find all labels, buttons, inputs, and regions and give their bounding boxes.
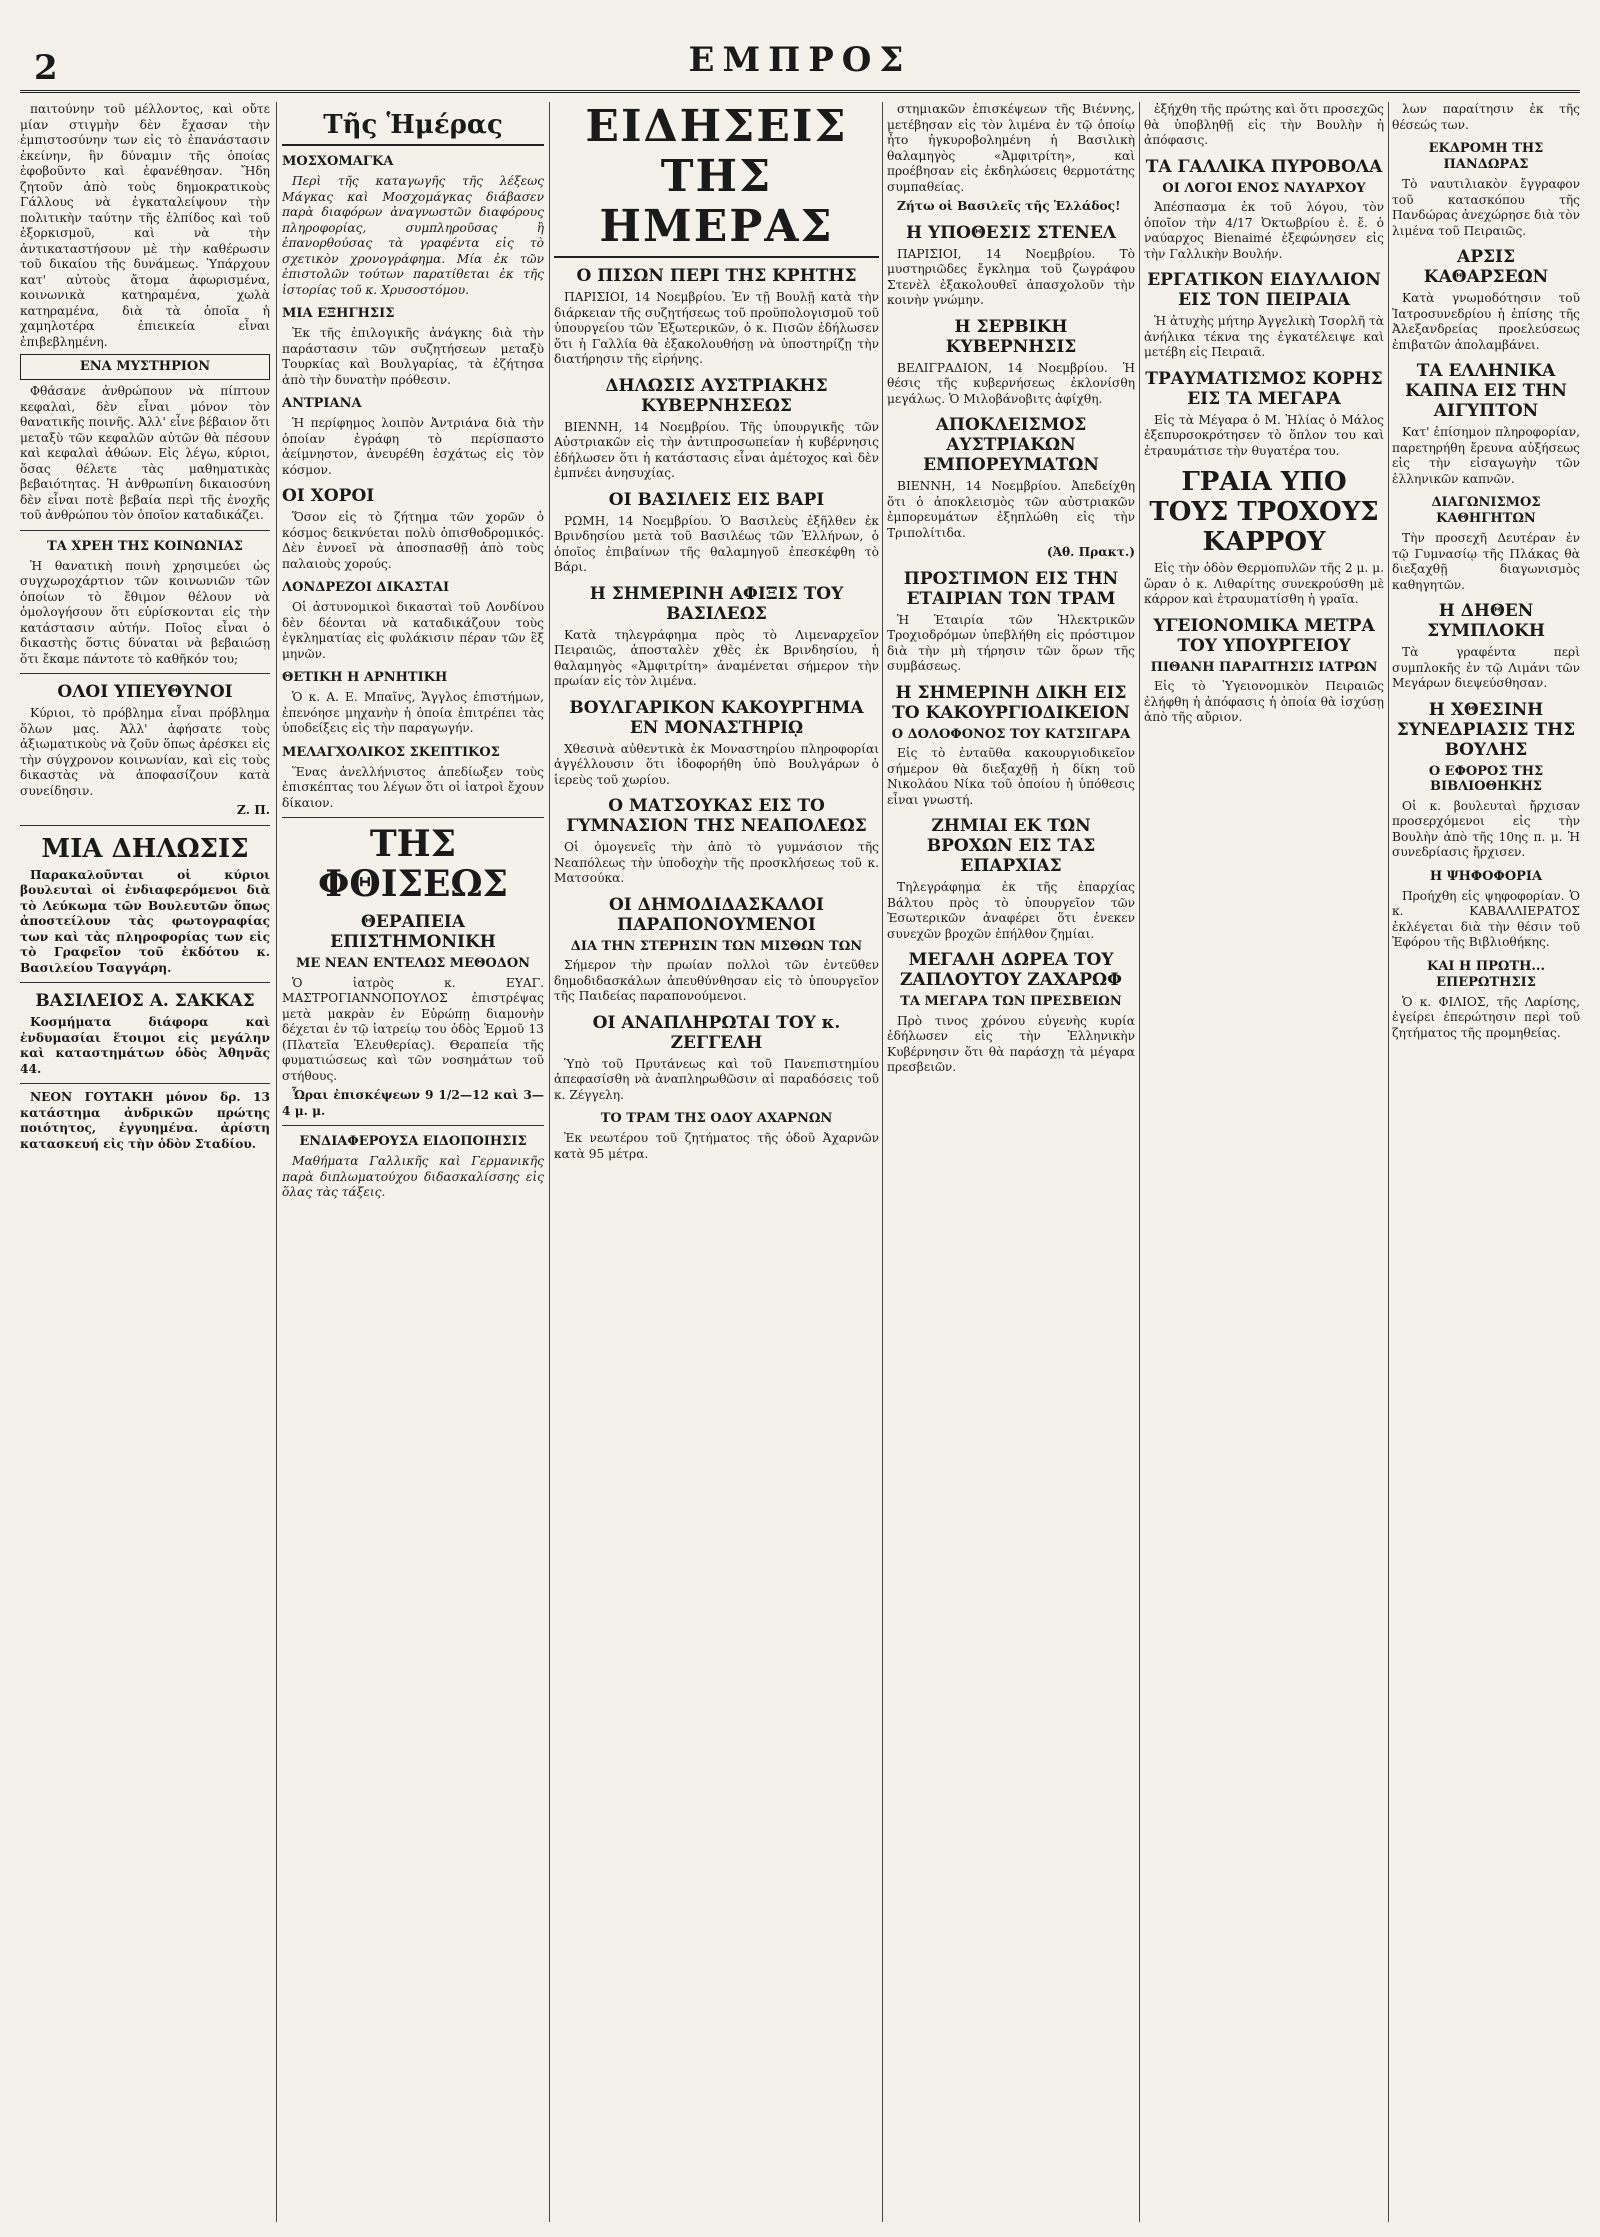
item-text: Ἕνας ἀνελλήνιστος ἀπεδίωξεν τοὺς ἐπισκέπτας του λέγων ὅτι οἱ ἰατροὶ ἔχουν δίκαιον.: [282, 764, 544, 810]
article-text: στημιακῶν ἐπισκέψεων τῆς Βιέννης, μετέβησαν εἰς τὸν λιμένα ἐν τῷ ὁποίῳ ἦτο ἠγκυροβολημένη ἡ Βασιλικὴ θαλαμηγὸς «Ἀμφιτρίτη», καὶ προέβησαν εἰς ἐκδηλώσεις θερμοτάτης συμπαθείας.: [887, 102, 1135, 194]
column-2: [282, 102, 544, 2222]
article-text: Εἰς τὸ ἐνταῦθα κακουργιοδικεῖον σήμερον θὰ διεξαχθῇ ἡ δίκη τοῦ Νικολάου Νίκα τοῦ ὁποίου ἡ ὑπόθεσις εἶναι γνωστή.: [887, 746, 1135, 807]
ad-text: Κοσμήματα διάφορα καὶ ἐνδυμασίαι ἕτοιμοι εἰς μεγάλην καὶ καταστημάτων ὁδὸς Ἀθηνᾶς 44.: [20, 1015, 270, 1076]
article-signature: (Ἀθ. Πρακτ.): [1046, 545, 1135, 559]
cheer-text: Ζήτω οἱ Βασιλεῖς τῆς Ἑλλάδος!: [897, 199, 1121, 213]
article-subheadline: ΔΙΑ ΤΗΝ ΣΤΕΡΗΣΙΝ ΤΩΝ ΜΙΣΘΩΝ ΤΩΝ: [570, 938, 863, 954]
paper-name: ΕΜΠΡΟΣ: [688, 40, 912, 80]
article-text: Κατὰ τηλεγράφημα πρὸς τὸ Λιμεναρχεῖον Πειραιῶς, ἀποσταλὲν χθὲς ἐκ Βρινδησίου, ἡ θαλαμηγὸς «Ἀμφιτρίτη» ἀναμένεται σήμερον τὴν πρωίαν εἰς τὸν λιμένα.: [554, 627, 879, 688]
column-rule: [276, 102, 277, 2222]
item-text: Περὶ τῆς καταγωγῆς τῆς λέξεως Μάγκας καὶ Μοσχομάγκας διάβασεν παρὰ διαφόρων ἀναγνωστῶν διαφόρους πληροφορίας, συμπληροῦσας ἢ ἐπανορθούσας τὰ γραφέντα εἰς τὸ σχετικὸν χρονογράφημα. Μία ἐκ τῶν ἐπιστολῶν τούτων παρατίθεται ἐκ τῆς ἱστορίας τοῦ κ. Χρυσοστόμου.: [282, 174, 544, 297]
ad-headline: ΤΗΣ ΦΘΙΣΕΩΣ: [318, 823, 508, 905]
item-headline: ΟΙ ΧΟΡΟΙ: [282, 486, 375, 506]
article-text: Ὑπὸ τοῦ Πρυτάνεως καὶ τοῦ Πανεπιστημίου ἀπεφασίσθη νὰ ἀναπληρωθῶσιν αἱ παραδόσεις τοῦ κ. Ζέγγελη.: [554, 1056, 879, 1102]
article-text: Τὴν προσεχῆ Δευτέραν ἐν τῷ Γυμνασίῳ τῆς Πλάκας θὰ διεξαχθῇ διαγωνισμὸς καθηγητῶν.: [1392, 531, 1580, 592]
item-headline: ΘΕΤΙΚΗ Η ΑΡΝΗΤΙΚΗ: [282, 670, 448, 685]
article-text: παιτούνην τοῦ μέλλοντος, καὶ οὔτε μίαν στιγμὴν δὲν ἔχασαν τὴν ἐμπιστοσύνην των εἰς τὸ ἐπανάστασιν ἐκείνην, ἣν δύναμιν τῆς ὁποίας ἐφοβοῦντο καὶ ἐφανέθησαν. Ἤδη ζητοῦν ἀπὸ τοὺς δημοκρατικοὺς Γάλλους νὰ ἐγκαταλείψουν τὴν πολιτικὴν ταύτην τῆς ἐλπίδος καὶ τοῦ ἐξορκισμοῦ, καὶ νὰ τὴν ἀντικαταστήσουν μὲ τὴν καθέρωσιν τοῦ δικαίου τῆς δυνάμεως. Ὑπάρχουν κατ' αὐτοὺς ἄτομα ἀφωρισμένα, κοινωνικὰ κατηραμένα, χωλὰ κατηραμένα, διὰ τὰ ὁποῖα ἡ χαμηλοτέρα ἐπιεικεία εἶναι ἐπιβεβλημένη.: [20, 102, 270, 349]
article-text: Ὁ κ. ΦΙΛΙΟΣ, τῆς Λαρίσης, ἐγείρει ἐπερώτησιν περὶ τοῦ ζητήματος τῆς προμηθείας.: [1392, 994, 1580, 1040]
article-text: Προήχθη εἰς ψηφοφορίαν. Ὁ κ. ΚΑΒΑΛΛΙΕΡΑΤΟΣ ἐκλέγεται διὰ τὴν θέσιν τοῦ Ἐφόρου τῆς Βιβλιοθήκης.: [1392, 888, 1580, 949]
item-text: Ὅσον εἰς τὸ ζήτημα τῶν χορῶν ὁ κόσμος δεικνύεται πολὺ ὀπισθοδρομικός. Δὲν ἐννοεῖ νὰ ἀποσπασθῇ ἀπὸ τοὺς παλαιοὺς χορούς.: [282, 510, 544, 571]
divider: [20, 530, 270, 531]
article-text: Φθάσανε ἀνθρώπουν νὰ πίπτουν κεφαλαὶ, δὲν εἶναι μόνον τὸν θανατικῆς ποινῆς. Ἀλλ' εἶνε βέβαιον ὅτι μεταξὺ τῶν κεφαλῶν αὐτῶν θὰ πέσουν καὶ κεφαλαὶ ἀθώων. Εἰς λέγω, κύριοι, ὅσας θέλετε τὰς μαθηματικὰς βεβαιότητας. Ἡ ἀνθρωπίνη δικαιοσύνη δὲν εἶναι ποτὲ βεβαία περὶ τῆς ἐνοχῆς τοῦ ἀνθρώπου τὸν ὁποῖον καταδικάζει.: [20, 384, 270, 522]
article-headline: ΔΙΑΓΩΝΙΣΜΟΣ ΚΑΘΗΓΗΤΩΝ: [1431, 495, 1541, 526]
article-headline: Ο ΠΙΣΩΝ ΠΕΡΙ ΤΗΣ ΚΡΗΤΗΣ: [576, 266, 857, 286]
column-5: [1392, 102, 1580, 2222]
item-headline: ΜΙΑ ΕΞΗΓΗΣΙΣ: [282, 306, 395, 321]
article-text: ΒΙΕΝΝΗ, 14 Νοεμβρίου. Ἀπεδείχθη ὅτι ὁ ἀποκλεισμὸς τῶν αὐστριακῶν ἐμπορευμάτων ἐξηπλώθη εἰς τὴν Τριπολίτιδα.: [887, 479, 1135, 540]
item-text: Ἡ περίφημος λοιπὸν Ἀντριάνα διὰ τὴν ὁποίαν ἐγράφη τὸ περίσπαστο ἀείμνηστον, ἀνευρέθη ἐσχάτως εἰς τὸν κόσμον.: [282, 416, 544, 477]
article-text: Ἀπέσπασμα ἐκ τοῦ λόγου, τὸν ὁποῖον τὴν 4/17 Ὀκτωβρίου ἐ. ἔ. ὁ ναύαρχος Bienaimé ἐξεφώνησεν εἰς τὴν Γαλλικὴν Βουλήν.: [1144, 200, 1384, 261]
ad-text: ΝΕΟΝ ΓΟΥΤΑΚΗ μόνον δρ. 13 κατάστημα ἀνδρικῶν πρώτης ποιότητος, ἐγγυημένα. ἀρίστη κατασκευή εἰς τὴν ὁδὸν Σταδίου.: [20, 1090, 270, 1151]
article-signature: Ζ. Π.: [236, 803, 270, 817]
column-rule: [549, 102, 550, 2222]
article-subheadline: ΠΙΘΑΝΗ ΠΑΡΑΙΤΗΣΙΣ ΙΑΤΡΩΝ: [1150, 659, 1378, 675]
column-3: [554, 102, 879, 2222]
article-text: Τὰ γραφέντα περὶ συμπλοκῆς ἐν τῷ Λιμάνι τῶν Μεγάρων διεψεύσθησαν.: [1392, 645, 1580, 690]
column-3b: [887, 102, 1135, 2222]
statement-headline: ΜΙΑ ΔΗΛΩΣΙΣ: [41, 833, 249, 864]
article-headline: ΤΑ ΓΑΛΛΙΚΑ ΠΥΡΟΒΟΛΑ: [1145, 156, 1383, 177]
article-subheadline: Ο ΔΟΛΟΦΟΝΟΣ ΤΟΥ ΚΑΤΣΙΓΑΡΑ: [891, 726, 1131, 742]
article-headline: ΤΑ ΧΡΕΗ ΤΗΣ ΚΟΙΝΩΝΙΑΣ: [47, 538, 243, 554]
article-headline: ΤΡΑΥΜΑΤΙΣΜΟΣ ΚΟΡΗΣ ΕΙΣ ΤΑ ΜΕΓΑΡΑ: [1145, 368, 1383, 409]
article-headline: ΕΝΑ ΜΥΣΤΗΡΙΟΝ: [20, 354, 270, 380]
article-text: ΠΑΡΙΣΙΟΙ, 14 Νοεμβρίου. Τὸ μυστηριῶδες ἔγκλημα τοῦ ζωγράφου Στενὲλ ἐξακολουθεῖ ἀπασχολοῦν τὴν κοινὴν γνώμην.: [887, 246, 1135, 307]
article-text: λων παραίτησιν ἐκ τῆς θέσεώς των.: [1392, 102, 1580, 132]
article-headline: ΑΠΟΚΛΕΙΣΜΟΣ ΑΥΣΤΡΙΑΚΩΝ ΕΜΠΟΡΕΥΜΑΤΩΝ: [923, 415, 1099, 475]
item-text: Ἐκ τῆς ἐπιλογικῆς ἀνάγκης διὰ τὴν παράστασιν τῶν συζητήσεων μεταξὺ Τουρκίας καὶ Βουλγαρίας, τὰ ἐζήτησα ἀπὸ τὴν δυνατὴν πρόθεσιν.: [282, 326, 544, 387]
column-rule: [1139, 102, 1140, 2222]
article-headline: Η ΣΗΜΕΡΙΝΗ ΑΦΙΞΙΣ ΤΟΥ ΒΑΣΙΛΕΩΣ: [589, 583, 844, 624]
article-text: Πρὸ τινος χρόνου εὐγενὴς κυρία ἐδήλωσεν εἰς τὴν Ἑλληνικὴν Κυβέρνησιν ὅτι θὰ παράσχῃ τὰ μέγαρα πρεσβειῶν.: [887, 1013, 1135, 1074]
article-headline: ΟΙ ΑΝΑΠΛΗΡΩΤΑΙ ΤΟΥ κ. ΖΕΓΓΕΛΗ: [592, 1012, 841, 1053]
article-headline: ΟΛΟΙ ΥΠΕΥΘΥΝΟΙ: [57, 682, 233, 702]
article-text: ἐξήχθη τῆς πρώτης καὶ ὅτι προσεχῶς θὰ ὑποβληθῇ εἰς τὴν Βουλὴν ἡ ἀπόφασις.: [1144, 102, 1384, 147]
item-headline: ΜΕΛΑΓΧΟΛΙΚΟΣ ΣΚΕΠΤΙΚΟΣ: [282, 744, 500, 760]
article-headline: ΥΓΕΙΟΝΟΜΙΚΑ ΜΕΤΡΑ ΤΟΥ ΥΠΟΥΡΓΕΙΟΥ: [1153, 615, 1375, 656]
statement-text: Παρακαλοῦνται οἱ κύριοι βουλευταὶ οἱ ἐνδιαφερόμενοι διὰ τὸ Λεύκωμα τῶν Βουλευτῶν ὅπως ἀποστείλουν τὰς φωτογραφίας των καὶ τὰς πληροφορίας των εἰς τὸ Γραφεῖον τοῦ ἐκδότου κ. Βασιλείου Τσαγγάρη.: [20, 867, 270, 975]
article-headline: ΔΗΛΩΣΙΣ ΑΥΣΤΡΙΑΚΗΣ ΚΥΒΕΡΝΗΣΕΩΣ: [605, 375, 828, 416]
divider: [20, 1083, 270, 1084]
ad-subheadline: ΘΕΡΑΠΕΙΑ ΕΠΙΣΤΗΜΟΝΙΚΗ: [330, 912, 496, 952]
article-headline: ΤΟ ΤΡΑΜ ΤΗΣ ΟΔΟΥ ΑΧΑΡΝΩΝ: [600, 1111, 833, 1126]
article-text: Σήμερον τὴν πρωίαν πολλοὶ τῶν ἐντεῦθεν δημοδιδασκάλων ἀπευθύνθησαν εἰς τὸ ὑπουργεῖον τῆς Παιδείας παραπονούμενοι.: [554, 958, 879, 1003]
section-title: Τῆς Ἡμέρας: [282, 110, 544, 146]
article-text: Κατὰ γνωμοδότησιν τοῦ Ἰατροσυνεδρίου ἡ ἐπίσης τῆς Ἀλεξανδρείας προελεύσεως ἐπιβατῶν ἀπολαμβάνει.: [1392, 291, 1580, 352]
item-headline: ΜΟΣΧΟΜΑΓΚΑ: [282, 154, 394, 169]
divider: [20, 673, 270, 674]
item-headline: ΑΝΤΡΙΑΝΑ: [282, 396, 362, 411]
divider: [20, 982, 270, 983]
article-text: Εἰς τὴν ὁδὸν Θερμοπυλῶν τῆς 2 μ. μ. ὥραν ὁ κ. Λιθαρίτης συνεκρούσθη μὲ κάρρον καὶ ἐτραυματίσθη ἡ γραῖα.: [1144, 561, 1384, 606]
article-headline: Ο ΜΑΤΣΟΥΚΑΣ ΕΙΣ ΤΟ ΓΥΜΝΑΣΙΟΝ ΤΗΣ ΝΕΑΠΟΛΕΩΣ: [566, 796, 867, 836]
article-text: Ἐκ νεωτέρου τοῦ ζητήματος τῆς ὁδοῦ Ἀχαρνῶν κατὰ 95 μέτρα.: [554, 1131, 879, 1161]
article-headline: Η ΨΗΦΟΦΟΡΙΑ: [1429, 868, 1543, 884]
column-4: [1144, 102, 1384, 2222]
ad-headline: ΕΝΔΙΑΦΕΡΟΥΣΑ ΕΙΔΟΠΟΙΗΣΙΣ: [299, 1134, 527, 1149]
divider: [20, 825, 270, 826]
article-headline: ΟΙ ΔΗΜΟΔΙΔΑΣΚΑΛΟΙ ΠΑΡΑΠΟΝΟΥΜΕΝΟΙ: [608, 894, 824, 935]
article-headline: Η ΣΕΡΒΙΚΗ ΚΥΒΕΡΝΗΣΙΣ: [945, 316, 1077, 357]
article-headline: ΟΙ ΒΑΣΙΛΕΙΣ ΕΙΣ ΒΑΡΙ: [608, 489, 825, 510]
article-headline: ΚΑΙ Η ΠΡΩΤΗ... ΕΠΕΡΩΤΗΣΙΣ: [1427, 958, 1545, 990]
newspaper-page: [20, 10, 1580, 2225]
article-text: Κύριοι, τὸ πρόβλημα εἶναι πρόβλημα ὅλων μας. Ἀλλ' ἀφήσατε τοὺς ἀξιωματικοὺς νὰ ζοῦν ὅπως ἀρέσκει εἰς τὴν σύγχρονον κοινωνίαν, καὶ εἰς τοὺς δικαστὰς νὰ ἀποφασίζουν κατὰ συνείδησιν.: [20, 706, 270, 798]
article-text: Εἰς τὸ Ὑγειονομικὸν Πειραιῶς ἐλήφθη ἡ ἀπόφασις ἡ ὁποία θὰ ἰσχύσῃ ἀπὸ τῆς αὔριον.: [1144, 679, 1384, 724]
ad-subheadline: ΜΕ ΝΕΑΝ ΕΝΤΕΛΩΣ ΜΕΘΟΔΟΝ: [295, 956, 531, 971]
article-text: Τὸ ναυτιλιακὸν ἔγγραφον τοῦ κατασκόπου τῆς Πανδώρας ἀνεχώρησε διὰ τὸν λιμένα τοῦ Πειραιῶς.: [1392, 177, 1580, 238]
ad-text: Μαθήματα Γαλλικῆς καὶ Γερμανικῆς παρὰ διπλωματούχου διδασκαλίσσης εἰς ὅλας τὰς τάξεις.: [282, 1154, 544, 1199]
article-subheadline: ΤΑ ΜΕΓΑΡΑ ΤΩΝ ΠΡΕΣΒΕΙΩΝ: [900, 994, 1122, 1009]
article-text: Χθεσινὰ αὐθεντικὰ ἐκ Μοναστηρίου πληροφορίαι ἀγγέλλουσιν ὅτι ἰδοφορήθη ὑπὸ Βουλγάρων ὁ ἱερεὺς τοῦ χωρίου.: [554, 741, 879, 787]
article-text: ΒΕΛΙΓΡΑΔΙΟΝ, 14 Νοεμβρίου. Ἡ θέσις τῆς κυβερνήσεως ἐκλονίσθη μεγάλως. Ὁ Μιλοβάνοβιτς ἀφίχθη.: [887, 360, 1135, 406]
article-text: ΠΑΡΙΣΙΟΙ, 14 Νοεμβρίου. Ἐν τῇ Βουλῇ κατὰ τὴν διάρκειαν τῆς συζητήσεως τοῦ προϋπολογισμοῦ τοῦ ὑπουργείου τῶν Ἐξωτερικῶν, ὁ κ. Πισῶν ἐδήλωσεν ὅτι ἡ Γαλλία θὰ ἐξακολουθήσῃ νὰ ὑποστηρίζῃ τὴν διατήρησιν τῆς εἰρήνης.: [554, 290, 879, 366]
article-headline: ΤΑ ΕΛΛΗΝΙΚΑ ΚΑΠΝΑ ΕΙΣ ΤΗΝ ΑΙΓΥΠΤΟΝ: [1405, 361, 1567, 421]
article-headline: ΕΚΔΡΟΜΗ ΤΗΣ ΠΑΝΔΩΡΑΣ: [1428, 141, 1544, 172]
article-headline: Η ΥΠΟΘΕΣΙΣ ΣΤΕΝΕΛ: [906, 222, 1116, 243]
article-headline: Η ΧΘΕΣΙΝΗ ΣΥΝΕΔΡΙΑΣΙΣ ΤΗΣ ΒΟΥΛΗΣ: [1396, 699, 1576, 760]
article-headline: ΓΡΑΙΑ ΥΠΟ ΤΟΥΣ ΤΡΟΧΟΥΣ ΚΑΡΡΟΥ: [1149, 467, 1379, 557]
column-rule: [882, 102, 883, 2222]
article-headline: ΠΡΟΣΤΙΜΟΝ ΕΙΣ ΤΗΝ ΕΤΑΙΡΙΑΝ ΤΩΝ ΤΡΑΜ: [903, 568, 1119, 609]
article-text: ΡΩΜΗ, 14 Νοεμβρίου. Ὁ Βασιλεὺς ἐξῆλθεν ἐκ Βρινδησίου μετὰ τοῦ Βασιλέως τῶν Ἑλλήνων, ὁ ὁποῖος ἐπιβαίνων τῆς θαλαμηγοῦ ἐπεσκέφθη τὸ Βάρι.: [554, 513, 879, 574]
article-text: ΒΙΕΝΝΗ, 14 Νοεμβρίου. Τῆς ὑπουργικῆς τῶν Αὐστριακῶν εἰς τὴν ἀντιπροσωπείαν ἡ κυβέρνησις ἐδήλωσεν ὅτι ἡ κατάστασις εἶναι ἀμέτοχος καὶ δὲν ἐμπνέει ἀνησυχίας.: [554, 419, 879, 480]
ad-text: Ὁ ἰατρὸς κ. ΕΥΑΓ. ΜΑΣΤΡΟΓΙΑΝΝΟΠΟΥΛΟΣ ἐπιστρέψας μετὰ μακρὰν ἐν Εὐρώπῃ διαμονὴν δέχεται ἐν τῷ ἰατρείῳ του ὁδὸς Ἑρμοῦ 13 (Πλατεῖα Ἐλευθερίας). Θεραπεία τῆς φυματιώσεως καὶ τῶν νοσημάτων τοῦ στήθους.: [282, 975, 544, 1083]
column-rule: [1388, 102, 1389, 2222]
article-text: Κατ' ἐπίσημον πληροφορίαν, παρετηρήθη ἔρευνα αὐξήσεως εἰς τὴν εἰσαγωγὴν τῶν ἑλληνικῶν καπνῶν.: [1392, 425, 1580, 486]
divider: [282, 1125, 544, 1126]
article-headline: Η ΔΗΘΕΝ ΣΥΜΠΛΟΚΗ: [1427, 601, 1545, 641]
divider: [282, 817, 544, 818]
column-1: [20, 102, 270, 2222]
article-headline: ΖΗΜΙΑΙ ΕΚ ΤΩΝ ΒΡΟΧΩΝ ΕΙΣ ΤΑΣ ΕΠΑΡΧΙΑΣ: [926, 816, 1096, 876]
article-text: Ἡ θανατικὴ ποινὴ χρησιμεύει ὡς συγχωροχάρτιον τῶν κοινωνιῶν τῶν ὁποίων τὸ ἔθιμον θέλουν νὰ ὁμολογήσουν ὅτι εὑρίσκονται εἰς τὴν κατάστασιν αὐτήν. Ποῖος εἶναι ὁ δικαστὴς ὅστις δύναται νὰ βεβαιώσῃ ὅτι ἔκαμε πάντοτε τὸ καθῆκόν του;: [20, 558, 270, 666]
item-text: Ὁ κ. Α. Ε. Μπαῖνς, Ἄγγλος ἐπιστήμων, ἐπενόησε μηχανὴν ἡ ὁποία ἐπιτρέπει τὰς ὑποδείξεις εἰς τὴν παραγωγήν.: [282, 690, 544, 735]
page-number: 2: [34, 48, 58, 88]
article-headline: ΒΟΥΛΓΑΡΙΚΟΝ ΚΑΚΟΥΡΓΗΜΑ ΕΝ ΜΟΝΑΣΤΗΡΙῼ: [569, 697, 864, 738]
article-text: Ἡ Ἑταιρία τῶν Ἠλεκτρικῶν Τροχιοδρόμων ὑπεβλήθη εἰς πρόστιμον διὰ τὴν μὴ τήρησιν τῶν ὅρων τῆς συμβάσεως.: [887, 612, 1135, 673]
ad-hours: Ὧραι ἐπισκέψεων 9 1/2—12 καὶ 3—4 μ. μ.: [282, 1088, 544, 1118]
article-text: Εἰς τὰ Μέγαρα ὁ Μ. Ἠλίας ὁ Μάλος ἐξεπυρσοκρότησεν τὸ ὅπλον του καὶ ἐτραυμάτισε τὴν θυγατέρα του.: [1144, 412, 1384, 458]
item-text: Οἱ ἀστυνομικοὶ δικασταὶ τοῦ Λονδίνου δὲν δέονται νὰ καταδικάζουν τοὺς ἐγκληματίας εἰς φυλάκισιν πέραν τῶν ἓξ μηνῶν.: [282, 600, 544, 661]
masthead: [20, 10, 1580, 93]
article-subheadline: ΟΙ ΛΟΓΟΙ ΕΝΟΣ ΝΑΥΑΡΧΟΥ: [1162, 180, 1366, 196]
item-headline: ΛΟΝΔΡΕΖΟΙ ΔΙΚΑΣΤΑΙ: [282, 580, 450, 595]
article-headline: ΑΡΣΙΣ ΚΑΘΑΡΣΕΩΝ: [1423, 247, 1549, 287]
article-headline: ΕΡΓΑΤΙΚΟΝ ΕΙΔΥΛΛΙΟΝ ΕΙΣ ΤΟΝ ΠΕΙΡΑΙΑ: [1147, 270, 1381, 310]
article-headline: ΜΕΓΑΛΗ ΔΩΡΕΑ ΤΟΥ ΖΑΠΛΟΥΤΟΥ ΖΑΧΑΡΩΦ: [899, 950, 1122, 990]
section-title: ΕΙΔΗΣΕΙΣ ΤΗΣ ΗΜΕΡΑΣ: [554, 102, 879, 258]
article-subheadline: Ο ΕΦΟΡΟΣ ΤΗΣ ΒΙΒΛΙΟΘΗΚΗΣ: [1428, 763, 1544, 794]
article-text: Οἱ ὁμογενεῖς τὴν ἀπὸ τὸ γυμνάσιον τῆς Νεαπόλεως τὴν ὑποδοχὴν τῆς προσκλήσεως τοῦ κ. Ματσούκα.: [554, 840, 879, 885]
article-text: Ἡ ἀτυχὴς μήτηρ Ἀγγελικὴ Τσορλῆ τὰ ἀνήλικα τέκνα της ἐγκατέλειψε καὶ μετέβη εἰς Πειραιᾶ.: [1144, 314, 1384, 359]
article-headline: Η ΣΗΜΕΡΙΝΗ ΔΙΚΗ ΕΙΣ ΤΟ ΚΑΚΟΥΡΓΙΟΔΙΚΕΙΟΝ: [892, 682, 1130, 723]
article-text: Τηλεγράφημα ἐκ τῆς ἐπαρχίας Βάλτου πρὸς τὸ ὑπουργεῖον τῶν Ἐσωτερικῶν ἀναφέρει ὅτι ἐνεκεν συνεχῶν βροχῶν ἐπήλθον ζημίαι.: [887, 880, 1135, 941]
article-text: Οἱ κ. βουλευταὶ ἤρχισαν προσερχόμενοι εἰς τὴν Βουλὴν ἀπὸ τῆς 10ης π. μ. Ἡ συνεδρίασις ἤρχισεν.: [1392, 798, 1580, 859]
ad-headline: ΒΑΣΙΛΕΙΟΣ Α. ΣΑΚΚΑΣ: [35, 991, 255, 1011]
